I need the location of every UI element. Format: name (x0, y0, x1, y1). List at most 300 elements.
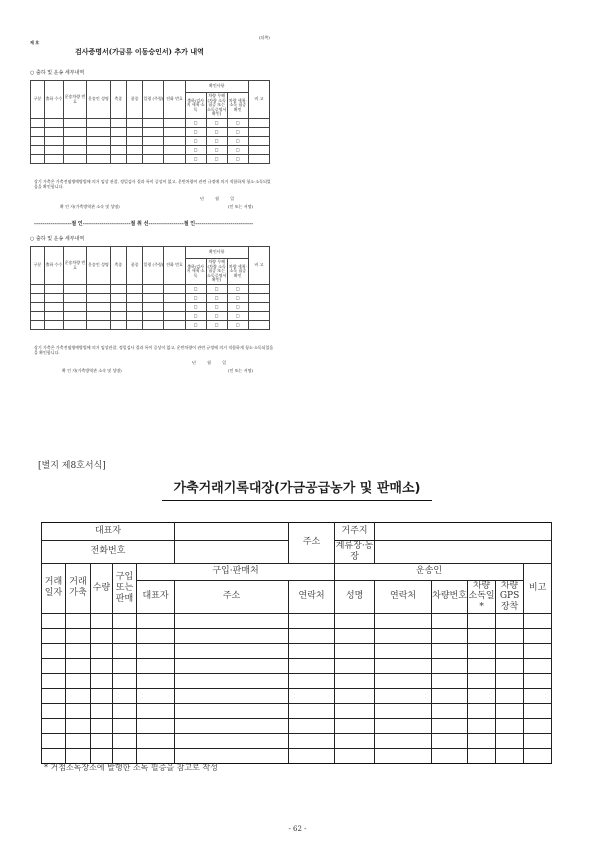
table-cell[interactable] (137, 718, 175, 733)
table-cell[interactable] (110, 128, 126, 137)
table-cell[interactable] (175, 688, 289, 703)
checkbox[interactable]: □ (235, 155, 240, 161)
table-cell[interactable] (164, 119, 185, 128)
table-cell[interactable] (127, 128, 143, 137)
table-cell[interactable] (110, 285, 126, 294)
checkbox[interactable]: □ (235, 128, 240, 134)
table-cell[interactable] (31, 303, 45, 312)
table-cell[interactable] (335, 688, 375, 703)
table-cell[interactable] (432, 628, 468, 643)
table-cell[interactable] (127, 155, 143, 164)
table-cell[interactable] (127, 294, 143, 303)
table-cell[interactable] (45, 146, 64, 155)
checkbox[interactable]: □ (193, 303, 198, 309)
checkbox[interactable]: □ (214, 128, 219, 134)
table-cell[interactable] (143, 303, 164, 312)
table-cell[interactable] (110, 294, 126, 303)
table-cell[interactable] (137, 613, 175, 628)
table-cell[interactable] (87, 303, 110, 312)
table-cell[interactable] (137, 688, 175, 703)
rep-label: 대표자 (42, 523, 175, 541)
confirm-cell[interactable] (227, 128, 248, 137)
table-cell[interactable] (143, 155, 164, 164)
table-cell[interactable] (175, 733, 289, 748)
confirm-cell[interactable] (185, 303, 206, 312)
table-row (31, 312, 270, 321)
confirm-cell[interactable] (227, 137, 248, 146)
table-cell[interactable] (42, 643, 66, 658)
table-cell[interactable] (127, 303, 143, 312)
table-cell[interactable] (432, 733, 468, 748)
header-note: 비 고 (248, 81, 269, 119)
table-cell[interactable] (63, 128, 86, 137)
table-cell[interactable] (31, 146, 45, 155)
table-cell[interactable] (66, 643, 91, 658)
table-cell[interactable] (143, 285, 164, 294)
table-cell[interactable] (248, 294, 269, 303)
table-cell[interactable] (289, 673, 335, 688)
table-cell[interactable] (175, 628, 289, 643)
checkbox[interactable]: □ (214, 155, 219, 161)
header-confirm-a: 출하/검사지 세척·소독 (185, 93, 206, 119)
confirm-cell[interactable] (206, 303, 227, 312)
table-cell[interactable] (91, 658, 113, 673)
farm-value[interactable] (375, 541, 552, 564)
checkbox[interactable]: □ (214, 312, 219, 318)
checkbox[interactable]: □ (193, 285, 198, 291)
table-cell[interactable] (335, 733, 375, 748)
table-cell[interactable] (143, 119, 164, 128)
table-cell[interactable] (164, 285, 185, 294)
table-cell[interactable] (87, 137, 110, 146)
residence-value[interactable] (375, 523, 552, 541)
table-cell[interactable] (113, 718, 137, 733)
table-cell[interactable] (164, 137, 185, 146)
table-cell[interactable] (110, 303, 126, 312)
confirm-cell[interactable] (227, 146, 248, 155)
table-cell[interactable] (524, 718, 552, 733)
table-cell[interactable] (45, 303, 64, 312)
col-disinfection-date: 차량 소독일* (468, 580, 495, 613)
confirm-cell[interactable] (227, 285, 248, 294)
table-cell[interactable] (137, 733, 175, 748)
section1-statement: 상기 가축은 가축전염병예방법에 의거 임상 관찰, 정밀검사 결과 특이 증상이 없고, 운반차량이 관련 규정에 의거 적합하게 청소·소독되었음을 확인합니다. (34, 179, 271, 189)
table-cell[interactable] (42, 613, 66, 628)
confirm-cell[interactable] (227, 312, 248, 321)
table-cell[interactable] (110, 155, 126, 164)
table-cell[interactable] (432, 673, 468, 688)
table-cell[interactable] (289, 643, 335, 658)
table-cell[interactable] (31, 155, 45, 164)
table-cell[interactable] (91, 613, 113, 628)
section2-heading: ○ 출하 및 운송 세부내역 (30, 236, 85, 242)
table-cell[interactable] (87, 294, 110, 303)
table-cell[interactable] (496, 748, 524, 763)
table-cell[interactable] (248, 137, 269, 146)
table-cell[interactable] (113, 658, 137, 673)
table-cell[interactable] (143, 146, 164, 155)
confirm-cell[interactable] (185, 119, 206, 128)
table-cell[interactable] (66, 673, 91, 688)
table-cell[interactable] (91, 703, 113, 718)
table-cell[interactable] (31, 137, 45, 146)
table-cell[interactable] (87, 155, 110, 164)
table-cell[interactable] (143, 312, 164, 321)
table-cell[interactable] (289, 703, 335, 718)
table-cell[interactable] (91, 643, 113, 658)
table-cell[interactable] (289, 733, 335, 748)
table-cell[interactable] (87, 128, 110, 137)
table-cell[interactable] (248, 285, 269, 294)
table-cell[interactable] (91, 733, 113, 748)
header-category: 구분 (31, 81, 45, 119)
table-cell[interactable] (289, 718, 335, 733)
checkbox[interactable]: □ (214, 137, 219, 143)
table-cell[interactable] (175, 718, 289, 733)
table-cell[interactable] (127, 146, 143, 155)
confirm-cell[interactable] (206, 119, 227, 128)
confirm-cell[interactable] (206, 312, 227, 321)
table-cell[interactable] (127, 285, 143, 294)
confirm-cell[interactable] (185, 294, 206, 303)
table-cell[interactable] (248, 321, 269, 330)
table-cell[interactable] (248, 146, 269, 155)
checkbox[interactable]: □ (193, 146, 198, 152)
table-cell[interactable] (496, 658, 524, 673)
table-cell[interactable] (66, 613, 91, 628)
table-cell[interactable] (110, 321, 126, 330)
checkbox[interactable]: □ (193, 119, 198, 125)
table-cell[interactable] (66, 703, 91, 718)
checkbox[interactable]: □ (193, 137, 198, 143)
table-cell[interactable] (45, 155, 64, 164)
checkbox[interactable]: □ (193, 155, 198, 161)
table-cell[interactable] (42, 628, 66, 643)
table-cell[interactable] (375, 718, 432, 733)
table-cell[interactable] (468, 613, 496, 628)
table-cell[interactable] (91, 688, 113, 703)
checkbox[interactable]: □ (214, 146, 219, 152)
table-cell[interactable] (113, 628, 137, 643)
table-cell[interactable] (127, 321, 143, 330)
table-cell[interactable] (524, 643, 552, 658)
table-cell[interactable] (468, 673, 496, 688)
table-cell[interactable] (45, 128, 64, 137)
table-cell[interactable] (289, 613, 335, 628)
table-cell[interactable] (496, 628, 524, 643)
checkbox[interactable]: □ (235, 119, 240, 125)
table-cell[interactable] (113, 703, 137, 718)
col-contact: 연락처 (289, 580, 335, 613)
table-cell[interactable] (31, 285, 45, 294)
table-cell[interactable] (432, 718, 468, 733)
table-cell[interactable] (137, 643, 175, 658)
table-cell[interactable] (335, 613, 375, 628)
checkbox[interactable]: □ (214, 285, 219, 291)
table-cell[interactable] (335, 673, 375, 688)
table-cell[interactable] (335, 658, 375, 673)
table-cell[interactable] (45, 285, 64, 294)
table-row (42, 703, 552, 718)
checkbox[interactable]: □ (193, 321, 198, 327)
confirm-cell[interactable] (206, 285, 227, 294)
table-cell[interactable] (432, 643, 468, 658)
confirm-cell[interactable] (227, 321, 248, 330)
table-cell[interactable] (113, 613, 137, 628)
table-cell[interactable] (63, 146, 86, 155)
table-cell[interactable] (375, 628, 432, 643)
table-cell[interactable] (496, 673, 524, 688)
checkbox[interactable]: □ (214, 321, 219, 327)
table-cell[interactable] (127, 119, 143, 128)
table-cell[interactable] (87, 285, 110, 294)
table-row (42, 613, 552, 628)
table-row (42, 733, 552, 748)
table-cell[interactable] (137, 673, 175, 688)
checkbox[interactable]: □ (214, 303, 219, 309)
table-cell[interactable] (87, 312, 110, 321)
confirm-cell[interactable] (206, 128, 227, 137)
table-cell[interactable] (63, 303, 86, 312)
table-cell[interactable] (468, 628, 496, 643)
table-cell[interactable] (496, 613, 524, 628)
table-cell[interactable] (524, 688, 552, 703)
table-cell[interactable] (248, 128, 269, 137)
checkbox[interactable]: □ (193, 128, 198, 134)
table-cell[interactable] (91, 628, 113, 643)
table-cell[interactable] (113, 673, 137, 688)
table-cell[interactable] (375, 658, 432, 673)
table-cell[interactable] (164, 312, 185, 321)
table-cell[interactable] (335, 703, 375, 718)
confirm-cell[interactable] (206, 146, 227, 155)
table-cell[interactable] (164, 294, 185, 303)
table-cell[interactable] (137, 628, 175, 643)
table-cell[interactable] (524, 613, 552, 628)
table-cell[interactable] (432, 748, 468, 763)
table-cell[interactable] (31, 294, 45, 303)
farm-label: 계류장·농장 (335, 541, 374, 562)
table-cell[interactable] (63, 321, 86, 330)
table-cell[interactable] (175, 673, 289, 688)
page-number: - 62 - (288, 825, 307, 833)
table-cell[interactable] (496, 688, 524, 703)
table-cell[interactable] (335, 628, 375, 643)
table-cell[interactable] (66, 628, 91, 643)
confirm-cell[interactable] (227, 119, 248, 128)
table-cell[interactable] (42, 658, 66, 673)
table-cell[interactable] (164, 128, 185, 137)
header-species: 축종 (110, 247, 126, 285)
table-cell[interactable] (375, 748, 432, 763)
table-cell[interactable] (63, 155, 86, 164)
table-cell[interactable] (432, 613, 468, 628)
table-cell[interactable] (164, 321, 185, 330)
table-cell[interactable] (143, 128, 164, 137)
table-cell[interactable] (375, 673, 432, 688)
confirm-cell[interactable] (206, 137, 227, 146)
table-cell[interactable] (87, 119, 110, 128)
table-cell[interactable] (63, 137, 86, 146)
confirm-cell[interactable] (227, 155, 248, 164)
table-cell[interactable] (42, 688, 66, 703)
table-cell[interactable] (289, 748, 335, 763)
table-cell[interactable] (248, 312, 269, 321)
checkbox[interactable]: □ (235, 294, 240, 300)
table-cell[interactable] (110, 119, 126, 128)
header-phone: 전화 번호 (164, 81, 185, 119)
table-cell[interactable] (289, 658, 335, 673)
table-cell[interactable] (31, 321, 45, 330)
table-cell[interactable] (66, 733, 91, 748)
phone-value[interactable] (175, 541, 289, 564)
checkbox[interactable]: □ (193, 294, 198, 300)
table-cell[interactable] (63, 312, 86, 321)
table-cell[interactable] (45, 294, 64, 303)
table-cell[interactable] (375, 613, 432, 628)
checkbox[interactable]: □ (214, 119, 219, 125)
table-cell[interactable] (496, 733, 524, 748)
table-cell[interactable] (524, 748, 552, 763)
confirm-cell[interactable] (206, 294, 227, 303)
table-cell[interactable] (137, 703, 175, 718)
table-cell[interactable] (45, 321, 64, 330)
table-cell[interactable] (175, 703, 289, 718)
table-cell[interactable] (335, 643, 375, 658)
table-cell[interactable] (524, 703, 552, 718)
table-cell[interactable] (468, 733, 496, 748)
table-cell[interactable] (496, 703, 524, 718)
table-cell[interactable] (137, 658, 175, 673)
table-cell[interactable] (66, 718, 91, 733)
checkbox[interactable]: □ (235, 303, 240, 309)
table-cell[interactable] (42, 673, 66, 688)
table-cell[interactable] (113, 643, 137, 658)
table-cell[interactable] (496, 643, 524, 658)
table-cell[interactable] (468, 718, 496, 733)
checkbox[interactable]: □ (214, 294, 219, 300)
table-cell[interactable] (63, 294, 86, 303)
confirm-cell[interactable] (206, 321, 227, 330)
table-cell[interactable] (175, 643, 289, 658)
table-cell[interactable] (31, 119, 45, 128)
table-cell[interactable] (91, 718, 113, 733)
table-cell[interactable] (468, 703, 496, 718)
table-cell[interactable] (110, 312, 126, 321)
checkbox[interactable]: □ (193, 312, 198, 318)
table-cell[interactable] (375, 703, 432, 718)
table-cell[interactable] (110, 137, 126, 146)
page-mark: (뒤쪽) (259, 35, 270, 40)
table-cell[interactable] (432, 688, 468, 703)
table-cell[interactable] (45, 137, 64, 146)
confirm-cell[interactable] (185, 312, 206, 321)
table-cell[interactable] (375, 733, 432, 748)
confirm-cell[interactable] (185, 321, 206, 330)
table-cell[interactable] (42, 733, 66, 748)
table-cell[interactable] (91, 673, 113, 688)
table-cell[interactable] (113, 733, 137, 748)
checkbox[interactable]: □ (235, 285, 240, 291)
header-phone: 전화 번호 (164, 247, 185, 285)
checkbox[interactable]: □ (235, 137, 240, 143)
table-cell[interactable] (164, 155, 185, 164)
table-cell[interactable] (45, 312, 64, 321)
table-cell[interactable] (289, 688, 335, 703)
table-cell[interactable] (31, 128, 45, 137)
table-cell[interactable] (143, 321, 164, 330)
confirm-cell[interactable] (206, 155, 227, 164)
table-cell[interactable] (335, 718, 375, 733)
confirm-cell[interactable] (227, 303, 248, 312)
table-cell[interactable] (524, 628, 552, 643)
table-cell[interactable] (110, 146, 126, 155)
checkbox[interactable]: □ (235, 312, 240, 318)
table-cell[interactable] (289, 628, 335, 643)
table-cell[interactable] (335, 748, 375, 763)
table-cell[interactable] (468, 658, 496, 673)
table-cell[interactable] (66, 658, 91, 673)
table-cell[interactable] (143, 294, 164, 303)
table-cell[interactable] (248, 119, 269, 128)
table-cell[interactable] (175, 658, 289, 673)
table-cell[interactable] (496, 718, 524, 733)
confirm-cell[interactable] (185, 137, 206, 146)
col-trade-livestock: 거래 가축 (66, 563, 91, 613)
table-cell[interactable] (143, 137, 164, 146)
confirm-cell[interactable] (185, 285, 206, 294)
confirm-cell[interactable] (227, 294, 248, 303)
table-cell[interactable] (63, 285, 86, 294)
table-cell[interactable] (248, 303, 269, 312)
confirm-cell[interactable] (185, 128, 206, 137)
table-cell[interactable] (45, 119, 64, 128)
table-cell[interactable] (87, 146, 110, 155)
checkbox[interactable]: □ (235, 321, 240, 327)
table-cell[interactable] (524, 733, 552, 748)
header-category: 구분 (31, 247, 45, 285)
table-cell[interactable] (524, 673, 552, 688)
table-cell[interactable] (63, 119, 86, 128)
table-cell[interactable] (468, 748, 496, 763)
table-cell[interactable] (164, 303, 185, 312)
table-cell[interactable] (66, 688, 91, 703)
table-cell[interactable] (42, 718, 66, 733)
table-cell[interactable] (175, 613, 289, 628)
table-cell[interactable] (31, 312, 45, 321)
confirm-cell[interactable] (185, 146, 206, 155)
table-cell[interactable] (524, 658, 552, 673)
table-cell[interactable] (375, 643, 432, 658)
checkbox[interactable]: □ (235, 146, 240, 152)
table-cell[interactable] (127, 312, 143, 321)
table-cell[interactable] (468, 643, 496, 658)
table-cell[interactable] (375, 688, 432, 703)
section2-date: 년 월 일 (192, 360, 227, 365)
table-cell[interactable] (164, 146, 185, 155)
table-cell[interactable] (113, 688, 137, 703)
table-cell[interactable] (87, 321, 110, 330)
table-cell[interactable] (127, 137, 143, 146)
table-cell[interactable] (42, 703, 66, 718)
form-title: 가축거래기록대장(가금공급농가 및 판매소) (162, 477, 432, 501)
table-cell[interactable] (468, 688, 496, 703)
rep-value[interactable] (175, 523, 289, 541)
table-cell[interactable] (432, 703, 468, 718)
table-cell[interactable] (248, 155, 269, 164)
confirm-cell[interactable] (185, 155, 206, 164)
table-cell[interactable] (432, 658, 468, 673)
